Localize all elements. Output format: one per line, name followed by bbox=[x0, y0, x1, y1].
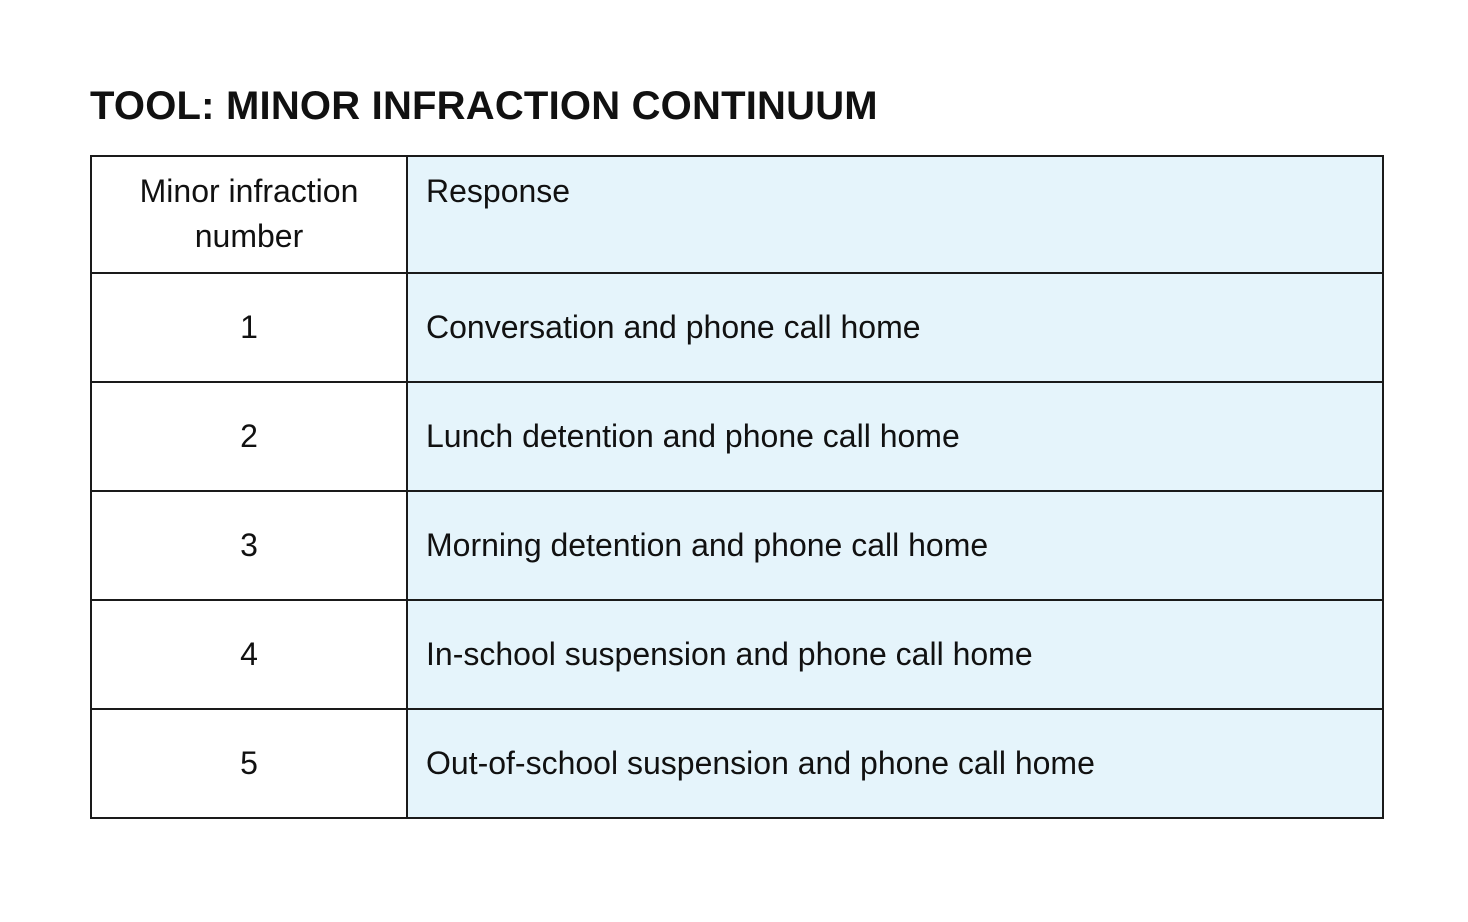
infraction-table bbox=[90, 155, 1384, 819]
table-row bbox=[91, 600, 1383, 709]
response-cell: In-school suspension and phone call home bbox=[407, 600, 1383, 709]
response-cell: Out-of-school suspension and phone call home bbox=[407, 709, 1383, 818]
infraction-number-cell: 1 bbox=[91, 273, 407, 382]
table-header-row bbox=[91, 156, 1383, 273]
table-row bbox=[91, 491, 1383, 600]
table-row bbox=[91, 709, 1383, 818]
infraction-number-cell: 5 bbox=[91, 709, 407, 818]
table-row bbox=[91, 273, 1383, 382]
infraction-number-cell: 4 bbox=[91, 600, 407, 709]
infraction-number-cell: 2 bbox=[91, 382, 407, 491]
table-row bbox=[91, 382, 1383, 491]
response-cell: Morning detention and phone call home bbox=[407, 491, 1383, 600]
page-title: TOOL: MINOR INFRACTION CONTINUUM bbox=[90, 84, 878, 128]
infraction-number-cell: 3 bbox=[91, 491, 407, 600]
response-cell: Conversation and phone call home bbox=[407, 273, 1383, 382]
column-header-number: Minor infraction number bbox=[91, 156, 407, 273]
response-cell: Lunch detention and phone call home bbox=[407, 382, 1383, 491]
column-header-response: Response bbox=[407, 156, 1383, 273]
